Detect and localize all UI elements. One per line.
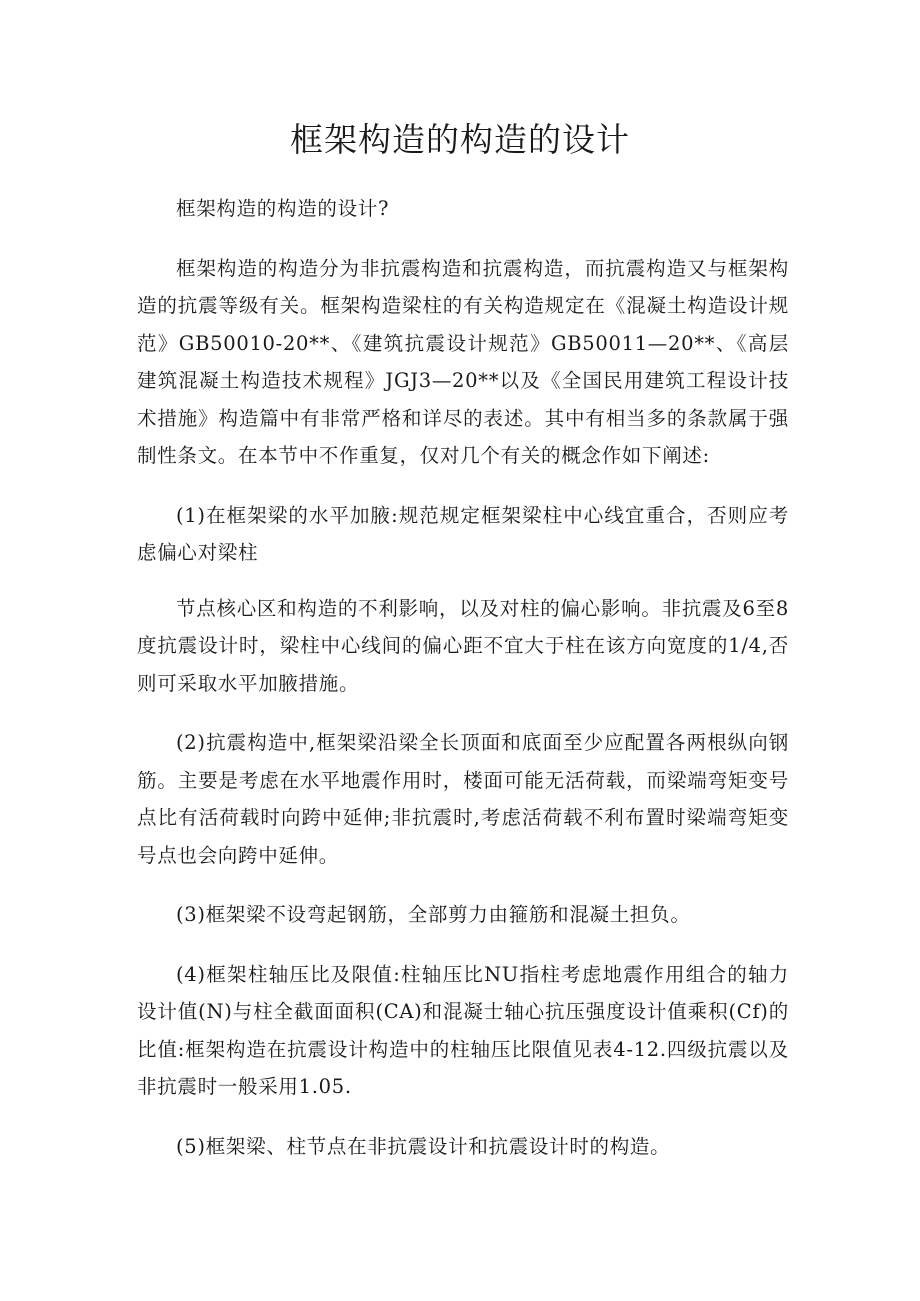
paragraph-item-3: (3)框架梁不设弯起钢筋，全部剪力由箍筋和混凝土担负。 [176,903,691,926]
paragraph-intro-question: 框架构造的构造的设计? [176,197,390,220]
paragraph-overview: 框架构造的构造分为非抗震构造和抗震构造，而抗震构造又与框架构造的抗震等级有关。框架构造梁柱的有关构造规定在《混凝土构造设计规范》GB50010-20**、《建筑抗震设计规范》GB50011—20**、《高层建筑混凝土构造技术规程》JGJ3—20**以及《全国民用建筑工程设计技术措施》构造篇中有非常严格和详尽的表述。其中有相当多的条款属于强制性条文。在本节中不作重复，仅对几个有关的概念作如下阐述: [137,256,789,467]
paragraph-item-1: (1)在框架梁的水平加腋:规范规定框架梁柱中心线宜重合，否则应考虑偏心对梁柱 [137,503,789,564]
document-title: 框架构造的构造的设计 [290,120,630,159]
paragraph-item-2: (2)抗震构造中,框架梁沿梁全长顶面和底面至少应配置各两根纵向钢筋。主要是考虑在水平地震作用时，楼面可能无活荷载，而梁端弯矩变号点比有活荷载时向跨中延伸;非抗震时,考虑活荷载不利布置时梁端弯矩变号点也会向跨中延伸。 [137,731,789,867]
paragraph-item-1-continued: 节点核心区和构造的不利影响，以及对柱的偏心影响。非抗震及6至8度抗震设计时，梁柱中心线间的偏心距不宜大于柱在该方向宽度的1/4,否则可采取水平加腋措施。 [137,596,789,695]
document-body [137,190,789,1187]
paragraph-item-5: (5)框架梁、柱节点在非抗震设计和抗震设计时的构造。 [176,1134,671,1158]
paragraph-item-4: (4)框架柱轴压比及限值:柱轴压比NU指柱考虑地震作用组合的轴力设计值(N)与柱全截面面积(CA)和混凝士轴心抗压强度设计值乘积(Cf)的比值:框架构造在抗震设计构造中的柱轴压比限值见表4-12.四级抗震以及非抗震时一般采用1.05. [137,962,789,1098]
